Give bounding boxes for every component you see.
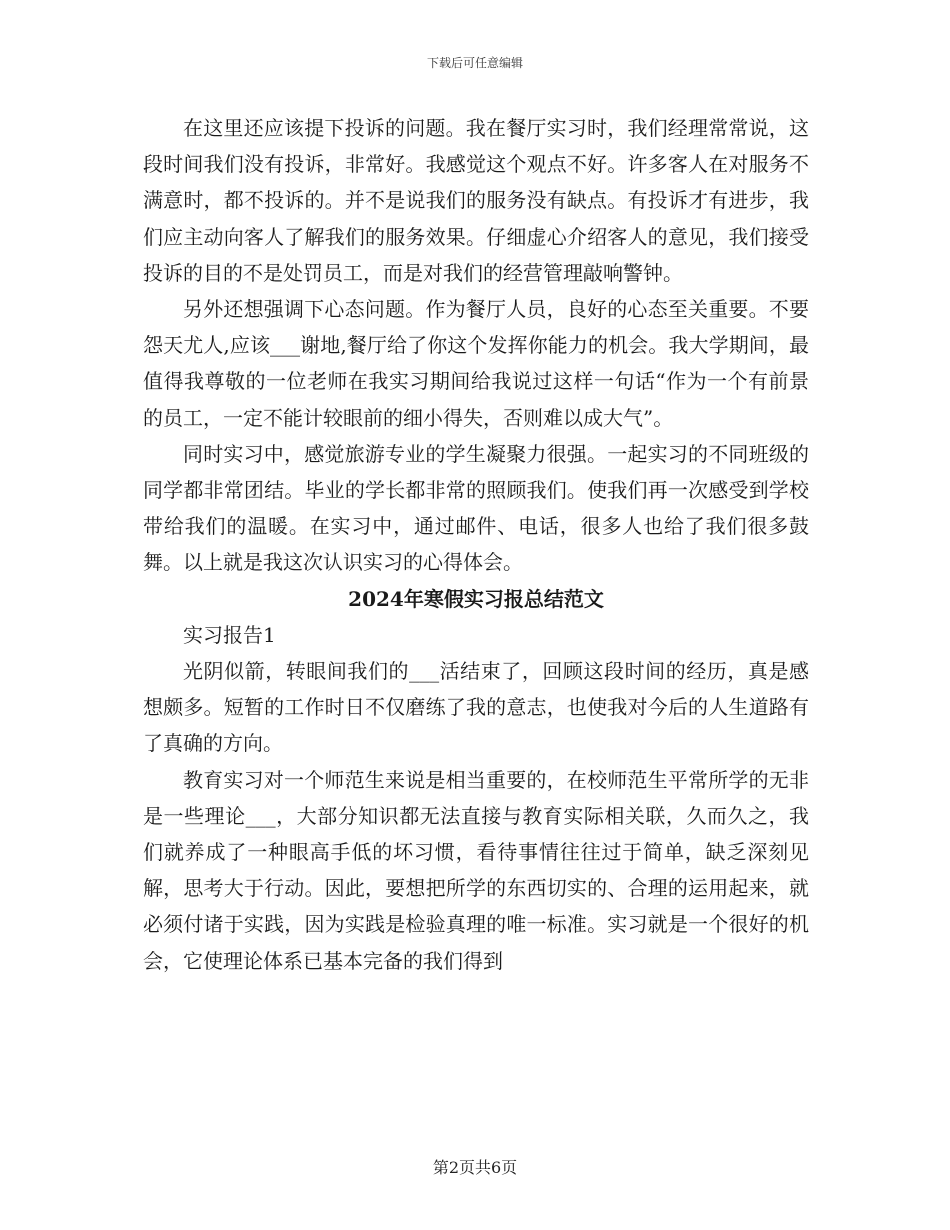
report-label: 实习报告1 xyxy=(183,622,276,647)
paragraph-complaints: 在这里还应该提下投诉的问题。我在餐厅实习时，我们经理常常说，这段时间我们没有投诉，非常好。我感觉这个观点不好。许多客人在对服务不满意时，都不投诉的。并不是说我们的服务没有缺点。有投诉才有进步，我们应主动向客人了解我们的服务效果。仔细虚心介绍客人的意见，我们接受投诉的目的不是处罚员工，而是对我们的经营管理敲响警钟。 xyxy=(143,116,809,285)
page-header-note: 下载后可任意编辑 xyxy=(426,56,523,70)
paragraph-attitude: 另外还想强调下心态问题。作为餐厅人员，良好的心态至关重要。不要怨天尤人,应该___谢地,餐厅给了你这个发挥你能力的机会。我大学期间，最值得我尊敬的一位老师在我实习期间给我说过这样一句话“作为一个有前景的员工，一定不能计较眼前的细小得失，否则难以成大气”。 xyxy=(143,297,809,430)
paragraph-time-flies: 光阴似箭，转眼间我们的___活结束了，回顾这段时间的经历，真是感想颇多。短暂的工作时日不仅磨练了我的意志，也使我对今后的人生道路有了真确的方向。 xyxy=(143,659,809,756)
document-body xyxy=(143,110,809,979)
paragraph-education-practice: 教育实习对一个师范生来说是相当重要的，在校师范生平常所学的无非是一些理论___，大部分知识都无法直接与教育实际相关联，久而久之，我们就养成了一种眼高手低的坏习惯，看待事情往往过于简单，缺乏深刻见解，思考大于行动。因此，要想把所学的东西切实的、合理的运用起来，就必须付诸于实践，因为实践是检验真理的唯一标准。实习就是一个很好的机会，它使理论体系已基本完备的我们得到 xyxy=(143,767,809,973)
section-title: 2024年寒假实习报总结范文 xyxy=(348,586,604,611)
page-number: 第2页共6页 xyxy=(432,1158,518,1177)
paragraph-cohesion: 同时实习中，感觉旅游专业的学生凝聚力很强。一起实习的不同班级的同学都非常团结。毕业的学长都非常的照顾我们。使我们再一次感受到学校带给我们的温暖。在实习中，通过邮件、电话，很多人也给了我们很多鼓舞。以上就是我这次认识实习的心得体会。 xyxy=(143,441,809,575)
